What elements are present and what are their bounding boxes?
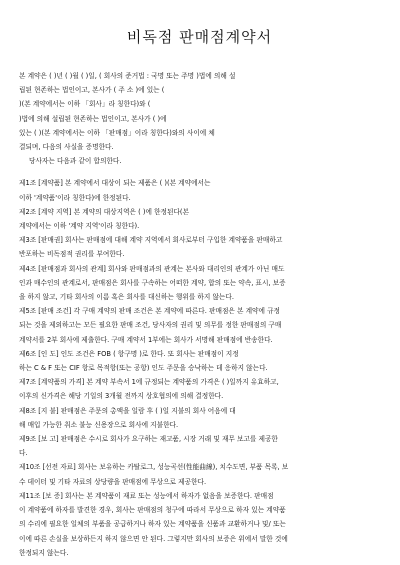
preamble-line: 있는 ( )(본 계약에서는 이하 「판매점」이라 칭한다)와의 사이에 체	[19, 128, 215, 137]
agreement-text: 당사자는 다음과 같이 합의한다.	[29, 157, 122, 166]
article-line: 제10조 [선전 자료] 회사는 보유하는 카탈로그, 성능곡선(性能曲線), 치수도면, 부품 목록, 보	[19, 463, 289, 472]
preamble-line: )법에 의해 설립된 현존하는 법인이고, 본사가 ( )에	[19, 114, 167, 123]
article-line: 제5조 [판매 조건] 각 구매 계약의 판매 조건은 본 계약에 따른다. 판매점은 본 계약에 규정	[19, 307, 281, 316]
document-title: 비독점 판매점계약서	[126, 28, 273, 46]
article-5	[19, 304, 380, 347]
article-line: 인과 매수인의 관계로서, 판매점은 회사를 구속하는 어떠한 계약, 합의 또는 약속, 표시, 보증	[19, 278, 286, 287]
article-line: 이후의 신가격은 해당 기일의 3개월 전까지 상호협의에 의해 결정한다.	[19, 392, 224, 401]
preamble-line: 결되며, 다음의 사실을 증명한다.	[19, 143, 114, 152]
article-line: 되는 것을 제외하고는 모든 필요한 판매 조건, 당사자의 권리 및 의무를 정한 판매점의 구매	[19, 321, 282, 330]
article-2	[19, 205, 380, 233]
agreement-line	[19, 154, 380, 168]
preamble-line: )(본 계약에서는 이하 「회사」라 칭한다)와 (	[19, 100, 151, 109]
spacer	[19, 168, 380, 176]
articles-list	[19, 176, 380, 559]
preamble-paragraph	[19, 69, 380, 154]
article-line: 제4조 [판매점과 회사의 관계] 회사와 판매점과의 관계는 본사와 대리인의 관계가 아닌 매도	[19, 264, 285, 273]
article-line: 하는 C & F 또는 CIF 항로 목적항(또는 공항) 인도 주문을 승낙하는 데 응하지 않는다.	[19, 364, 268, 373]
article-line: 한정되지 않는다.	[19, 548, 69, 557]
preamble-line: 립된 현존하는 법인이고, 본사가 ( 주 소 )에 있는 (	[19, 86, 165, 95]
article-line: 제6조 [인 도] 인도 조건은 FOB ( 항구명 )로 한다. 또 회사는 판매점이 지정	[19, 349, 239, 358]
article-line: 이에 따른 손실을 보상하든지 하지 않으면 안 된다. 그렇지만 회사의 보증은 위에서 말한 것에	[19, 534, 288, 543]
article-line: 제7조 [계약품의 가격] 본 계약 부속서 1에 규정되는 계약품의 가격은 ( )일까지 유효하고,	[19, 378, 279, 387]
article-line: 반포하는 비독점적 권리를 부여한다.	[19, 250, 125, 259]
article-line: 제9조 [보 고] 판매점은 수시로 회사가 요구하는 재고품, 시장 거래 및 재무 보고를 제공한	[19, 435, 278, 444]
article-6	[19, 347, 380, 375]
article-line: 해 매입 가능한 취소 불능 신용장으로 회사에 지불한다.	[19, 420, 179, 429]
article-11	[19, 489, 380, 560]
preamble-line: 본 계약은 ( )년 ( )월 ( )일, ( 회사의 준거법 : 국명 또는 주명 )법에 의해 설	[19, 72, 236, 80]
article-line: 제3조 [판매권] 회사는 판매점에 대해 계약 지역에서 회사로부터 구입한 계약품을 판매하고	[19, 236, 283, 245]
article-line: 을 하지 않고, 기타 회사의 이름 혹은 회사를 대신하는 행위를 하지 않는다.	[19, 293, 234, 302]
article-1	[19, 176, 380, 204]
article-line: 의 수리에 필요한 일체의 부품을 공급하거나 하자 있는 계약품을 신품과 교환하거나 및/ 또는	[19, 520, 286, 529]
article-7	[19, 375, 380, 403]
article-3	[19, 233, 380, 261]
article-line: 제1조 [계약품] 본 계약에서 대상이 되는 제품은 ( )(본 계약에서는	[19, 179, 211, 188]
article-line: 제11조 [보 증] 회사는 본 계약품이 재료 또는 성능에서 하자가 없음을 보증한다. 판매점	[19, 491, 274, 500]
article-line: 이하 '계약품'이라 칭한다)에 한정된다.	[19, 193, 131, 202]
article-10	[19, 460, 380, 488]
article-line: 계약서를 2부 회사에 제출한다. 구매 계약서 1부에는 회사가 서명해 판매점에 반송한다.	[19, 335, 273, 344]
article-9	[19, 432, 380, 460]
article-line: 이 계약품에 하자를 발견한 경우, 회사는 판매점의 청구에 따라서 무상으로 하자 있는 계약품	[19, 506, 286, 515]
article-line: 다.	[19, 449, 28, 458]
article-8	[19, 404, 380, 432]
article-4	[19, 262, 380, 305]
article-line: 수 데이터 및 기타 자료의 상당량을 판매점에 무상으로 제공한다.	[19, 477, 207, 486]
article-line: 계약에서는 이하 '계약 지역'이라 칭한다).	[19, 222, 140, 231]
article-line: 제2조 [계약 지역] 본 계약의 대상지역은 ( )에 한정된다(본	[19, 207, 189, 216]
article-line: 제8조 [지 불] 판매점은 주문의 총액을 일람 후 ( )일 지불의 회사 어음에 대	[19, 406, 236, 415]
